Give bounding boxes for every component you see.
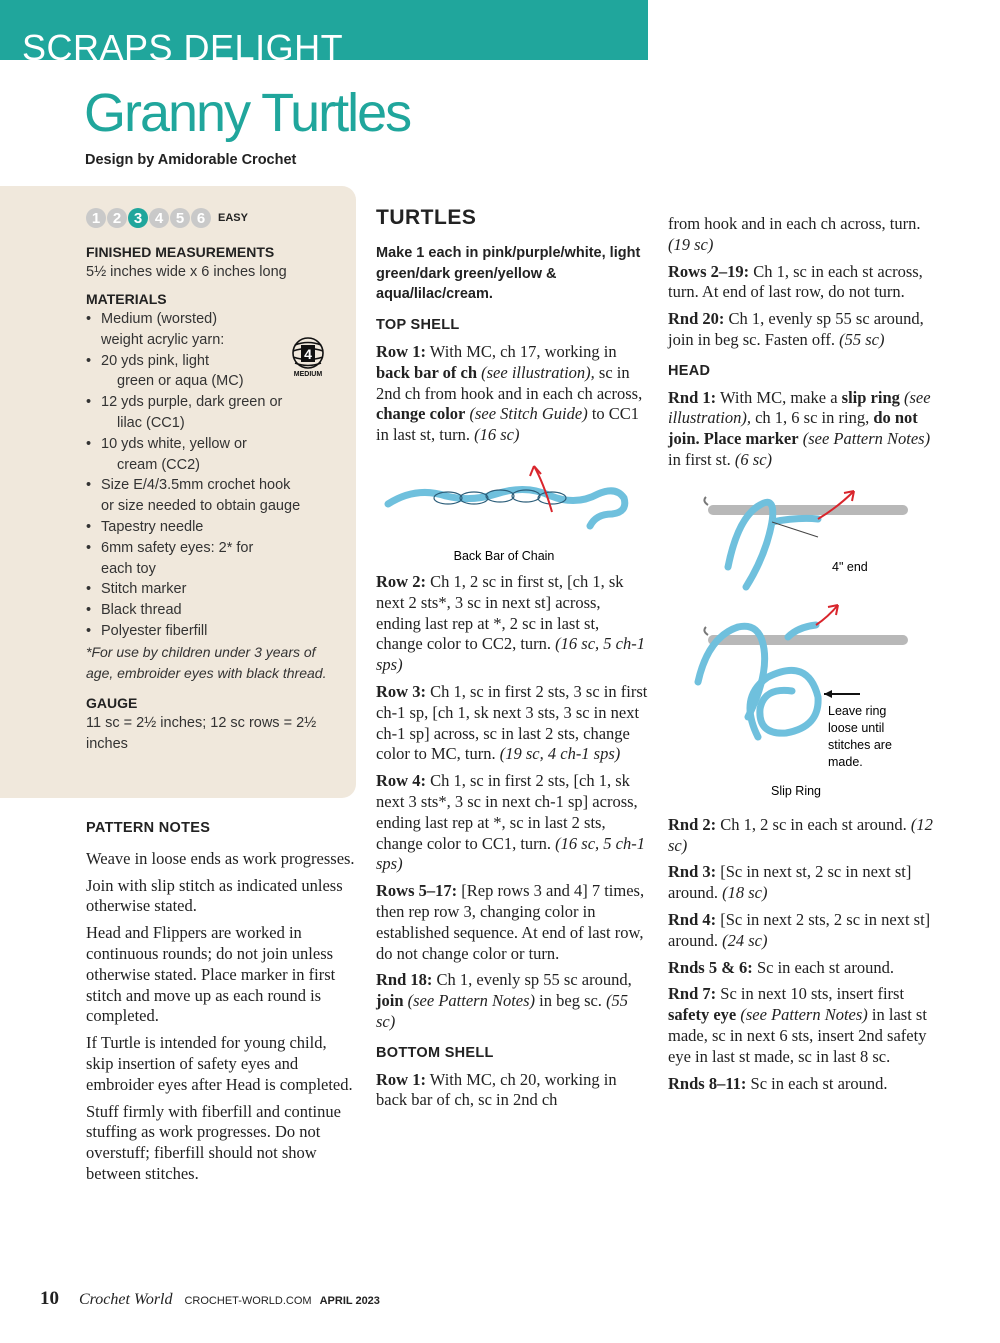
note-paragraph: If Turtle is intended for young child, skip insertion of safety eyes and embroider eyes after Head is completed. <box>86 1033 353 1094</box>
figure-caption: Back Bar of Chain <box>453 548 555 563</box>
head-rnds-8-11: Rnds 8–11: Sc in each st around. <box>668 1073 888 1093</box>
skill-level-3: 3 <box>128 208 148 228</box>
list-item: • Black thread <box>86 600 342 621</box>
section-banner <box>0 0 648 68</box>
rnd-18: Rnd 18: Ch 1, evenly sp 55 sc around, join (see Pattern Notes) in beg sc. (55 sc) <box>376 970 632 1031</box>
third-column <box>668 214 940 1100</box>
page-footer <box>40 1288 380 1310</box>
row-1: Row 1: With MC, ch 17, working in back bar of ch (see illustration), sc in 2nd ch from hook and in each ch across, change color (see Stitch Guide) to CC1 in last st, turn. (16 sc) <box>376 341 643 445</box>
list-item: • 20 yds pink, light green or aqua (MC) <box>86 351 342 393</box>
head-heading: HEAD <box>668 362 711 379</box>
materials-sidebar <box>0 186 356 798</box>
materials-heading: MATERIALS <box>86 291 167 307</box>
ring-note-line: loose until <box>828 720 885 735</box>
head-rnd-2: Rnd 2: Ch 1, 2 sc in each st around. (12 sc) <box>668 814 933 855</box>
gauge-heading: GAUGE <box>86 695 138 712</box>
ring-note-line: made. <box>828 754 863 769</box>
head-rnd-4: Rnd 4: [Sc in next 2 sts, 2 sc in next st] around. (24 sc) <box>668 909 931 950</box>
turtles-intro: Make 1 each in pink/purple/white, light green/dark green/yellow & aqua/lilac/cream. <box>376 244 641 303</box>
list-item: • 6mm safety eyes: 2* for each toy <box>86 538 342 580</box>
pattern-notes-heading: PATTERN NOTES <box>86 820 211 836</box>
top-shell-heading: TOP SHELL <box>376 317 460 334</box>
rows-5-17: Rows 5–17: [Rep rows 3 and 4] 7 times, then rep row 3, changing color in established sequence. At end of last row, do not change color or turn. <box>376 881 645 963</box>
bottom-row-1: Row 1: With MC, ch 20, working in back bar of ch, sc in 2nd ch <box>376 1069 617 1110</box>
slip-ring-figure <box>668 477 940 807</box>
finished-text: 5½ inches wide x 6 inches long <box>86 264 287 280</box>
head-rnds-5-6: Rnds 5 & 6: Sc in each st around. <box>668 957 894 977</box>
skill-level-4: 4 <box>149 208 169 228</box>
bottom-shell-heading: BOTTOM SHELL <box>376 1044 494 1061</box>
finished-heading: FINISHED MEASUREMENTS <box>86 244 275 260</box>
list-item: • Size E/4/3.5mm crochet hook or size needed to obtain gauge <box>86 475 342 517</box>
back-bar-chain-figure <box>376 454 648 564</box>
rows-2-19: Rows 2–19: Ch 1, sc in each st across, turn. At end of last row, do not turn. <box>668 261 923 302</box>
arrow-icon <box>816 605 838 625</box>
ring-note-line: stitches are <box>828 737 892 752</box>
page-title: Granny Turtles <box>84 83 411 143</box>
note-paragraph: Head and Flippers are worked in continuous rounds; do not join unless otherwise stated. Place marker in first stitch and move up as each round is completed. <box>86 923 336 1026</box>
figure-caption: Slip Ring <box>770 783 822 798</box>
designer-credit: Design by Amidorable Crochet <box>85 152 297 168</box>
list-item: • Tapestry needle <box>86 517 342 538</box>
ring-note-line: Leave ring <box>828 703 887 718</box>
row-4: Row 4: Ch 1, sc in first 2 sts, [ch 1, sk next 3 sts*, 3 sc in next ch-1 sp] across, ending last rep at *, sc in last 2 sts, change color to CC1, turn. (16 sc, 5 ch-1 sps) <box>376 771 645 874</box>
list-item: • 12 yds purple, dark green or lilac (CC1) <box>86 392 342 434</box>
list-item: • Polyester fiberfill <box>86 621 342 642</box>
pattern-notes <box>86 818 358 1191</box>
list-item: • 10 yds white, yellow or cream (CC2) <box>86 434 342 476</box>
footnote: *For use by children under 3 years of age, embroider eyes with black thread. <box>86 643 327 681</box>
section-label: SCRAPS DELIGHT <box>22 27 344 68</box>
yarn-weight-number: 4 <box>304 346 312 362</box>
row-2: Row 2: Ch 1, 2 sc in first st, [ch 1, sk next 2 sts*, 3 sc in next st] across, ending last rep at *, 2 sc in last st, change color to CC2, turn. (16 sc, 5 ch-1 sps) <box>376 571 645 675</box>
head-rnd-1: Rnd 1: With MC, make a slip ring (see illustration), ch 1, 6 sc in ring, do not join. Place marker (see Pattern Notes) in first st. (6 sc) <box>668 387 931 469</box>
yarn-chain <box>388 489 625 526</box>
rnd-20: Rnd 20: Ch 1, evenly sp 55 sc around, join in beg sc. Fasten off. (55 sc) <box>668 309 924 349</box>
crochet-hook-icon <box>708 635 908 645</box>
skill-level-5: 5 <box>170 208 190 228</box>
gauge-text: 11 sc = 2½ inches; 12 sc rows = 2½ inches <box>86 715 317 753</box>
row-3: Row 3: Ch 1, sc in first 2 sts, 3 sc in first ch-1 sp, [ch 1, sk next 3 sts, 3 sc in next ch-1 sp] across, sc in last 2 sts, change color to MC, turn. (19 sc, 4 ch-1 sps) <box>376 681 648 764</box>
crochet-hook-icon <box>708 505 908 515</box>
head-rnd-7: Rnd 7: Sc in next 10 sts, insert first safety eye (see Pattern Notes) in last st made, sc in next 6 sts, insert 2nd safety eye in last st made, sc in last 8 sc. <box>668 984 927 1066</box>
page-number: 10 <box>40 1288 59 1309</box>
magazine-name: Crochet World <box>79 1291 173 1308</box>
list-item: • Medium (worsted) weight acrylic yarn: <box>86 309 342 351</box>
turtles-heading: TURTLES <box>376 206 477 229</box>
skill-level-label: EASY <box>218 212 248 224</box>
bottom-row-1-cont: from hook and in each ch across, turn. (19 sc) <box>668 214 921 254</box>
yarn-weight-label: MEDIUM <box>293 371 323 378</box>
skill-level-1: 1 <box>86 208 106 228</box>
skill-level-scale <box>86 208 342 228</box>
yarn-weight-icon <box>286 336 330 380</box>
issue-date: APRIL 2023 <box>319 1295 380 1307</box>
head-rnd-3: Rnd 3: [Sc in next st, 2 sc in next st] around. (18 sc) <box>668 862 912 903</box>
turtles-column <box>376 208 648 1117</box>
skill-level-2: 2 <box>107 208 127 228</box>
list-item: • Stitch marker <box>86 579 342 600</box>
note-paragraph: Stuff firmly with fiberfill and continue stuffing as work progresses. Do not overstuff; fiberfill should not show between stitches. <box>86 1101 341 1183</box>
magazine-site: CROCHET-WORLD.COM <box>184 1295 312 1307</box>
end-label: 4" end <box>832 559 868 574</box>
note-paragraph: Weave in loose ends as work progresses. <box>86 848 355 868</box>
skill-level-6: 6 <box>191 208 211 228</box>
note-paragraph: Join with slip stitch as indicated unless otherwise stated. <box>86 875 343 916</box>
